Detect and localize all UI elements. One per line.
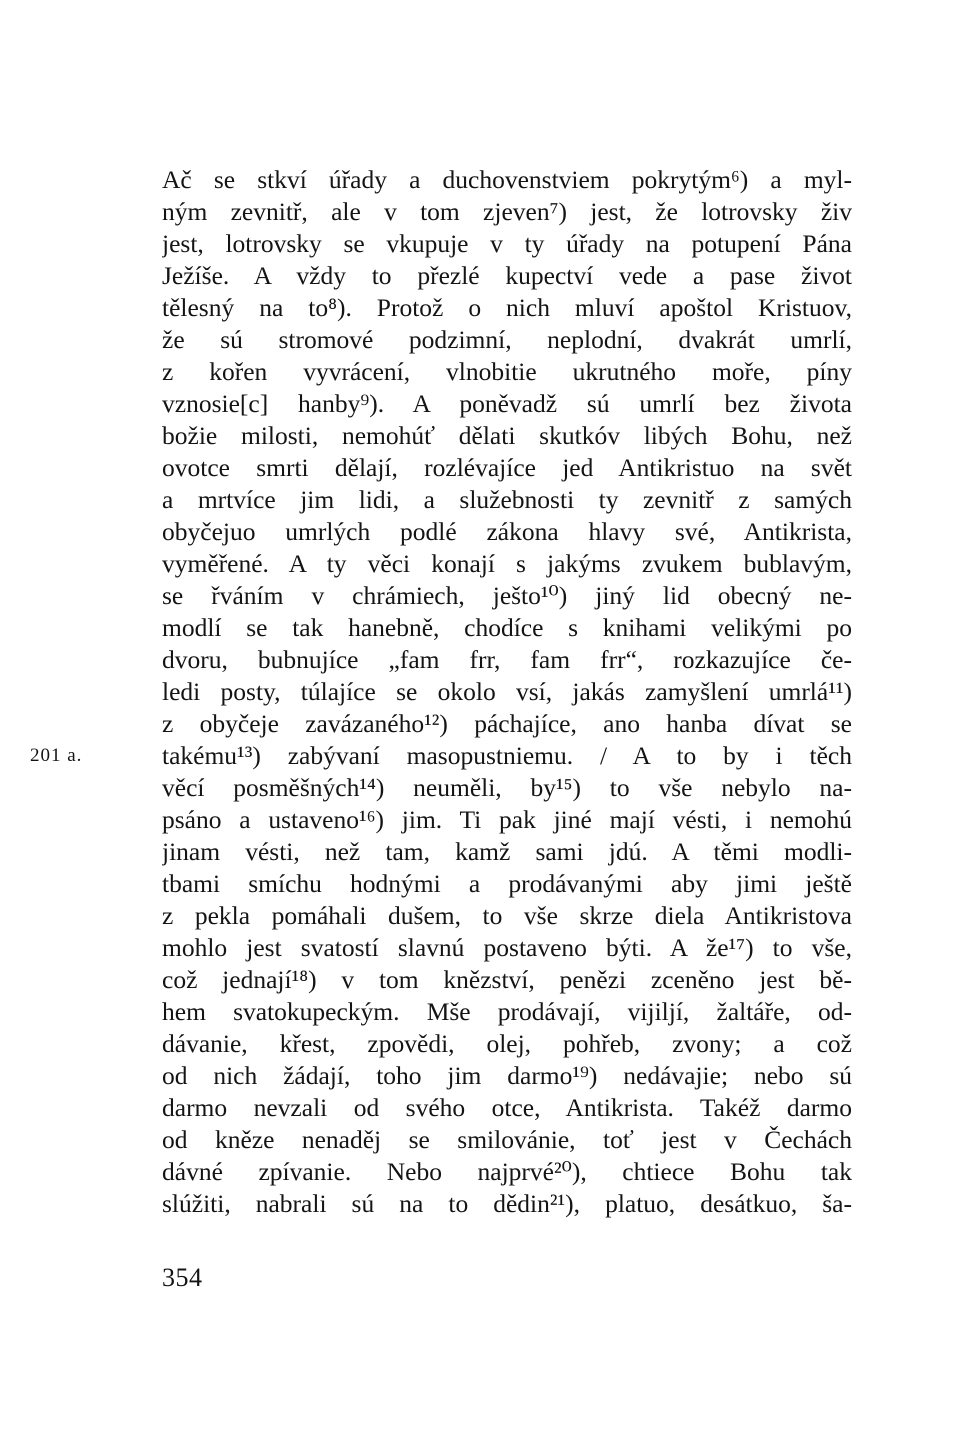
text-line: takému¹³) zabývaní masopustniemu. / A to by i těch <box>162 741 852 770</box>
body-text <box>162 164 852 1220</box>
text-line: tbami smíchu hodnými a prodávanými aby jimi ještě <box>162 869 852 898</box>
text-line: ným zevnitř, ale v tom zjeven⁷) jest, že lotrovsky živ <box>162 197 852 226</box>
text-line: darmo nevzali od svého otce, Antikrista. Takéž darmo <box>162 1093 852 1122</box>
text-line: mohlo jest svatostí slavnú postaveno býti. A že¹⁷) to vše, <box>162 933 852 962</box>
text-line: a mrtvíce jim lidi, a služebnosti ty zevnitř z samých <box>162 485 852 514</box>
text-line: obyčejuo umrlých podlé zákona hlavy své, Antikrista, <box>162 517 852 546</box>
text-line: věcí posměšných¹⁴) neuměli, by¹⁵) to vše nebylo na- <box>162 773 852 802</box>
text-line: Ač se stkví úřady a duchovenstviem pokrytým⁶) a myl- <box>162 165 852 194</box>
text-line: slúžiti, nabrali sú na to dědin²¹), platuo, desátkuo, ša- <box>162 1189 852 1218</box>
text-line: od nich žádají, toho jim darmo¹⁹) nedávajie; nebo sú <box>162 1061 852 1090</box>
text-line: dávné zpívanie. Nebo najprvé²⁰), chtiece Bohu tak <box>162 1157 852 1186</box>
text-line: z kořen vyvrácení, vlnobitie ukrutného moře, píny <box>162 357 852 386</box>
margin-folio-note: 201 a. <box>30 745 83 766</box>
text-line: že sú stromové podzimní, neplodní, dvakrát umrlí, <box>162 325 852 354</box>
text-line: dávanie, křest, zpovědi, olej, pohřeb, zvony; a což <box>162 1029 852 1058</box>
text-line: vznosie[c] hanby⁹). A poněvadž sú umrlí bez života <box>162 389 852 418</box>
text-line: Ježíše. A vždy to přezlé kupectví vede a pase život <box>162 261 852 290</box>
text-line: dvoru, bubnujíce „fam frr, fam frr“, rozkazujíce če- <box>162 645 852 674</box>
text-line: jinam vésti, než tam, kamž sami jdú. A těmi modli- <box>162 837 852 866</box>
text-line: z pekla pomáhali dušem, to vše skrze diela Antikristova <box>162 901 852 930</box>
text-line: od kněze nenaděj se smilovánie, toť jest v Čechách <box>162 1125 852 1154</box>
text-line: božie milosti, nemohúť dělati skutkóv libých Bohu, než <box>162 421 852 450</box>
text-line: modlí se tak hanebně, chodíce s knihami velikými po <box>162 613 852 642</box>
page-number: 354 <box>162 1263 203 1292</box>
text-line: tělesný na to⁸). Protož o nich mluví apoštol Kristuov, <box>162 293 852 322</box>
text-line: jest, lotrovsky se vkupuje v ty úřady na potupení Pána <box>162 229 852 258</box>
text-line: ovotce smrti dělají, rozlévajíce jed Antikristuo na svět <box>162 453 852 482</box>
text-line: z obyčeje zavázaného¹²) páchajíce, ano hanba dívat se <box>162 709 852 738</box>
text-line: ledi posty, túlajíce se okolo vsí, jakás zamyšlení umrlá¹¹) <box>162 677 852 706</box>
text-line: psáno a ustaveno¹⁶) jim. Ti pak jiné mají vésti, i nemohú <box>162 805 852 834</box>
text-line: vyměřené. A ty věci konají s jakýms zvukem bublavým, <box>162 549 852 578</box>
text-line: hem svatokupeckým. Mše prodávají, vijiljí, žaltáře, od- <box>162 997 852 1026</box>
text-line: se řváním v chrámiech, ješto¹⁰) jiný lid obecný ne- <box>162 581 852 610</box>
text-line: což jednají¹⁸) v tom knězství, penězi zceněno jest bě- <box>162 965 852 994</box>
